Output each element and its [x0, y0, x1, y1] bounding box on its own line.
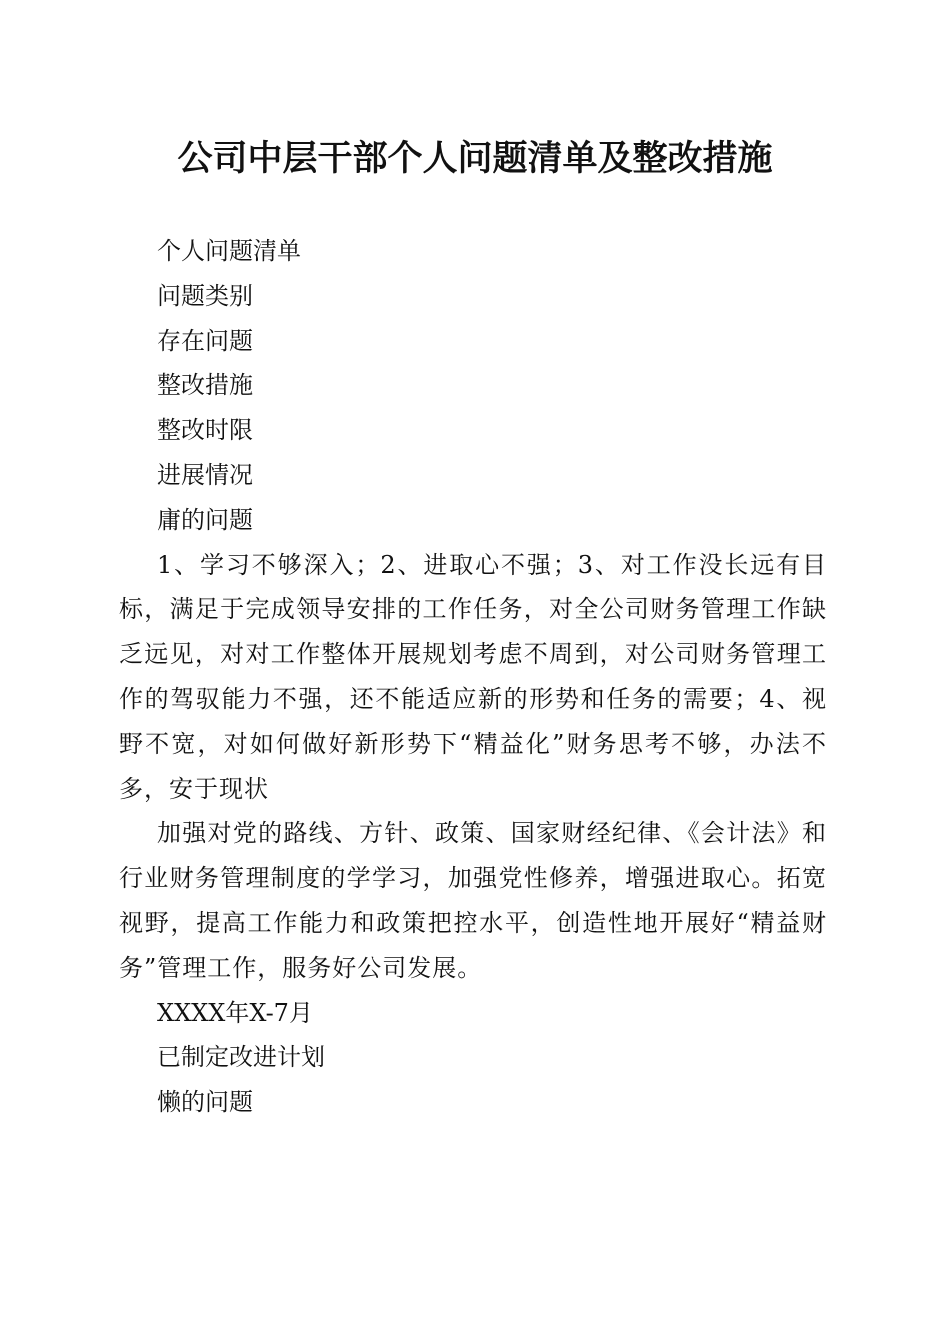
label-progress-status: 进展情况 — [157, 460, 253, 489]
measures-paragraph: 加强对党的路线、方针、政策、国家财经纪律、《会计法》和行业财务管理制度的学学习，加强党性修养，增强进取心。拓宽视野，提高工作能力和政策把控水平，创造性地开展好“精益财务”管理工作，服务好公司发展。 — [119, 819, 827, 982]
deadline-value: XXXX年X-7月 — [157, 998, 313, 1027]
document-title: 公司中层干部个人问题清单及整改措施 — [177, 138, 773, 179]
category-mediocrity: 庸的问题 — [157, 505, 253, 534]
category-laziness: 懒的问题 — [157, 1088, 253, 1117]
existing-issues-paragraph: 1、学习不够深入；2、进取心不强；3、对工作没长远有目标，满足于完成领导安排的工作任务，对全公司财务管理工作缺乏远见，对对工作整体开展规划考虑不周到，对公司财务管理工作的驾驭能力不强，还不能适应新的形势和任务的需要；4、视野不宽，对如何做好新形势下“精益化”财务思考不够，办法不多，安于现状 — [119, 550, 827, 803]
label-rectification-measures: 整改措施 — [157, 371, 253, 400]
label-rectification-deadline: 整改时限 — [157, 416, 253, 445]
progress-value: 已制定改进计划 — [157, 1043, 325, 1072]
label-existing-issues: 存在问题 — [157, 326, 253, 355]
document-body — [119, 229, 827, 1125]
label-issue-category: 问题类别 — [157, 281, 253, 310]
section-heading-issue-list: 个人问题清单 — [157, 237, 301, 265]
